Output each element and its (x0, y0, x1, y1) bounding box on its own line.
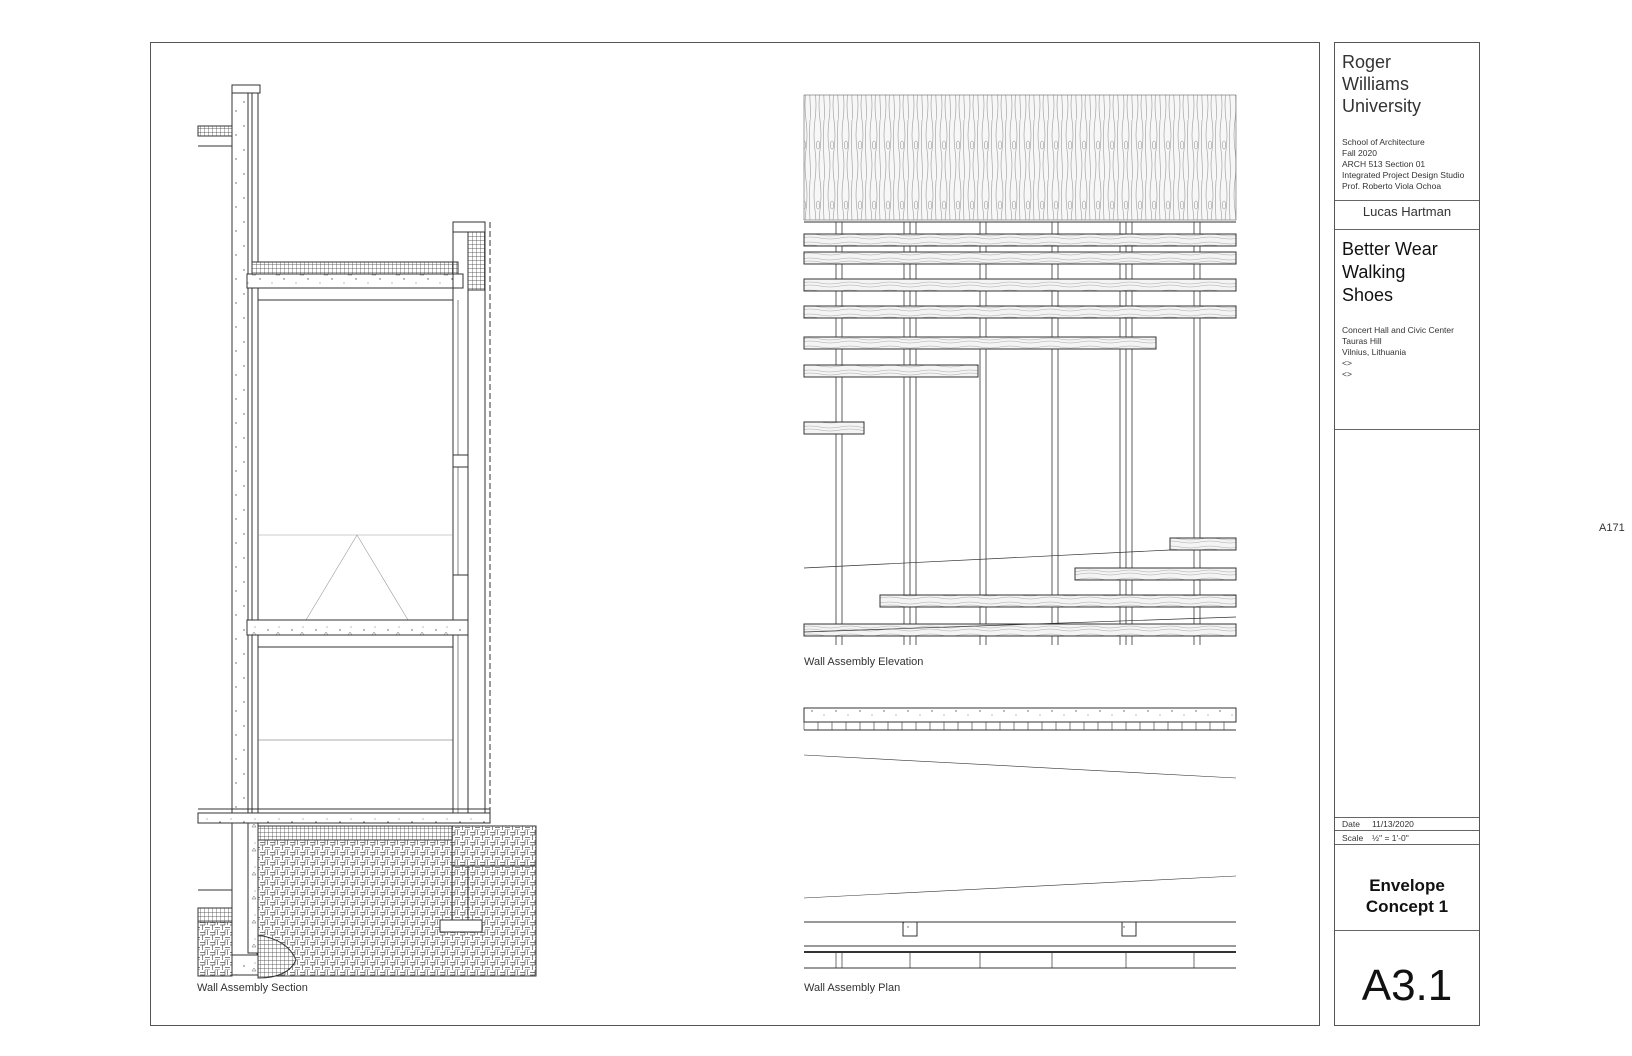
wall-elevation-drawing (804, 95, 1236, 645)
date-field: Date 11/13/2020 (1342, 819, 1414, 829)
university-name: Roger Williams University (1342, 52, 1422, 116)
student-name: Lucas Hartman (1362, 204, 1452, 219)
project-title: Better Wear Walking Shoes (1342, 239, 1438, 305)
side-reference: A171 (1599, 522, 1625, 534)
school-info: School of Architecture Fall 2020 ARCH 513 Section 01 Integrated Project Design Studio Prof. Roberto Viola Ochoa (1342, 137, 1465, 191)
elevation-caption: Wall Assembly Elevation (804, 656, 924, 668)
section-caption: Wall Assembly Section (197, 982, 308, 994)
sheet-name: Envelope Concept 1 (1365, 876, 1449, 916)
project-info: Concert Hall and Civic Center Tauras Hill Vilnius, Lithuania <> <> (1342, 325, 1454, 379)
plan-caption: Wall Assembly Plan (804, 982, 901, 994)
scale-field: Scale ½" = 1'-0" (1342, 833, 1409, 843)
wall-plan-drawing (804, 708, 1236, 968)
title-block (1334, 42, 1480, 1026)
wall-section-drawing (198, 85, 536, 978)
sheet-number: A3.1 (1361, 961, 1453, 1010)
university-section (1335, 43, 1479, 201)
